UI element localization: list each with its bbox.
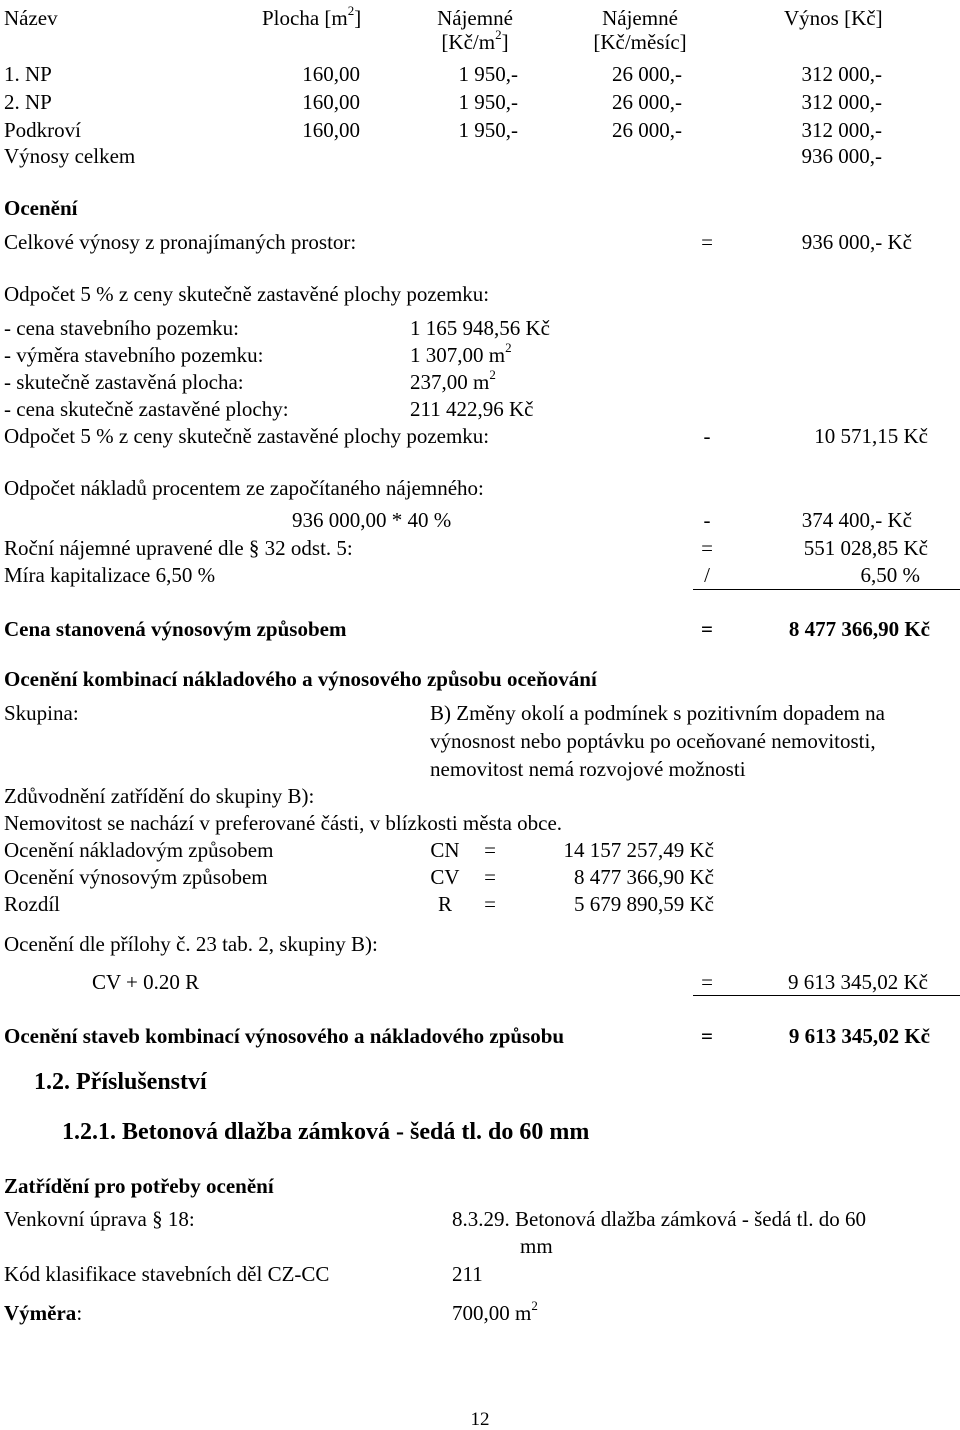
table-total-income: 936 000,-	[801, 144, 882, 168]
deduction-heading: Odpočet 5 % z ceny skutečně zastavěné plochy pozemku:	[4, 282, 490, 306]
cost-heading: Odpočet nákladů procentem ze započítaného nájemného:	[4, 476, 484, 500]
table-row-rent-month: 26 000,-	[612, 62, 682, 86]
method-row-op: =	[484, 892, 496, 916]
table-row-rent-m2: 1 950,-	[458, 118, 518, 142]
deduction-label: Odpočet 5 % z ceny skutečně zastavěné plochy pozemku:	[4, 424, 490, 448]
method-row-code: CN	[430, 838, 460, 862]
table-row-name: Podkroví	[4, 118, 82, 142]
col-header-name: Název	[4, 6, 58, 30]
method-row-op: =	[484, 865, 496, 889]
deduction-item-value: 211 422,96 Kč	[410, 397, 534, 421]
cost-op: -	[703, 508, 711, 532]
cap-rate-op: /	[704, 563, 710, 587]
method-row-value: 5 679 890,59 Kč	[574, 892, 714, 916]
adjusted-rent-op: =	[701, 536, 713, 560]
table-row-area: 160,00	[302, 90, 360, 114]
group-line: nemovitost nemá rozvojové možnosti	[430, 757, 746, 781]
col-header-income: Výnos [Kč]	[784, 6, 883, 30]
deduction-item-value: 1 165 948,56 Kč	[410, 316, 550, 340]
col-header-rent-month: Nájemné [Kč/měsíc]	[593, 6, 687, 54]
method-row-label: Ocenění nákladovým způsobem	[4, 838, 274, 862]
table-row-rent-month: 26 000,-	[612, 90, 682, 114]
method-row-op: =	[484, 838, 496, 862]
table-row-income: 312 000,-	[801, 118, 882, 142]
final-valuation-value: 9 613 345,02 Kč	[788, 1024, 930, 1048]
method-row-label: Rozdíl	[4, 892, 60, 916]
method-row-value: 8 477 366,90 Kč	[574, 865, 714, 889]
col-header-area: Plocha $[m^2]$	[262, 3, 362, 30]
page-number: 12	[470, 1409, 490, 1430]
cap-rate-value: 6,50 %	[860, 563, 920, 587]
table-row-rent-month: 26 000,-	[612, 118, 682, 142]
group-line: B) Změny okolí a podmínek s pozitivním dopadem na	[430, 701, 885, 725]
appendix-label: Ocenění dle přílohy č. 23 tab. 2, skupiny B):	[4, 932, 378, 956]
income-price-op: =	[701, 617, 713, 641]
final-valuation-op: =	[701, 1024, 713, 1048]
group-label: Skupina:	[4, 701, 79, 725]
income-price-value: 8 477 366,90 Kč	[788, 617, 930, 641]
table-row-area: 160,00	[302, 118, 360, 142]
outdoor-value-cont: mm	[520, 1234, 553, 1258]
final-valuation-label: Ocenění staveb kombinací výnosového a nákladového způsobu	[4, 1024, 565, 1048]
table-row-rent-m2: 1 950,-	[458, 62, 518, 86]
outdoor-label: Venkovní úprava § 18:	[4, 1207, 195, 1231]
method-row-code: CV	[430, 865, 460, 889]
adjusted-rent-value: 551 028,85 Kč	[803, 536, 928, 560]
deduction-item-value: 1 307,00 $m^2$	[410, 340, 512, 367]
deduction-value: 10 571,15 Kč	[814, 424, 928, 448]
section-heading: 1.2. Příslušenství	[34, 1069, 207, 1095]
method-row-label: Ocenění výnosovým způsobem	[4, 865, 268, 889]
table-total-label: Výnosy celkem	[4, 144, 136, 168]
reason-text: Nemovitost se nachází v preferované části, v blízkosti města obce.	[4, 811, 563, 835]
combined-formula-op: =	[701, 970, 713, 994]
combined-formula-value: 9 613 345,02 Kč	[788, 970, 928, 994]
table-row-income: 312 000,-	[801, 62, 882, 86]
total-income-value: 936 000,- Kč	[801, 230, 912, 254]
method-row-value: 14 157 257,49 Kč	[563, 838, 714, 862]
code-label: Kód klasifikace stavebních děl CZ-CC	[4, 1262, 330, 1286]
reason-label: Zdůvodnění zatřídění do skupiny B):	[4, 784, 315, 808]
deduction-op: -	[703, 424, 711, 448]
table-row-name: 1. NP	[4, 62, 52, 86]
outdoor-value: 8.3.29. Betonová dlažba zámková - šedá tl. do 60	[452, 1207, 867, 1231]
total-income-label: Celkové výnosy z pronajímaných prostor:	[4, 230, 357, 254]
area-label: Výměra:	[4, 1301, 83, 1325]
method-row-code: R	[437, 892, 452, 916]
cost-formula: 936 000,00 * 40 %	[292, 508, 452, 532]
divider-line	[693, 995, 960, 996]
combined-formula: CV + 0.20 R	[92, 970, 200, 994]
subsection-heading: 1.2.1. Betonová dlažba zámková - šedá tl. do 60 mm	[62, 1119, 590, 1145]
table-row-name: 2. NP	[4, 90, 52, 114]
valuation-title: Ocenění	[4, 196, 78, 220]
combined-title: Ocenění kombinací nákladového a výnosového způsobu oceňování	[4, 667, 597, 691]
table-row-rent-m2: 1 950,-	[458, 90, 518, 114]
deduction-item-value: 237,00 $m^2$	[410, 367, 496, 394]
area-value: 700,00 $m^2$	[452, 1298, 538, 1325]
cap-rate-label: Míra kapitalizace 6,50 %	[4, 563, 216, 587]
table-row-income: 312 000,-	[801, 90, 882, 114]
group-line: výnosnost nebo poptávku po oceňované nemovitosti,	[430, 729, 876, 753]
deduction-item-label: - skutečně zastavěná plocha:	[4, 370, 244, 394]
divider-line	[693, 589, 960, 590]
total-income-op: =	[701, 230, 713, 254]
col-header-rent-m2: Nájemné $[Kč/m^2]$	[437, 6, 513, 54]
adjusted-rent-label: Roční nájemné upravené dle § 32 odst. 5:	[4, 536, 353, 560]
income-price-label: Cena stanovená výnosovým způsobem	[4, 617, 347, 641]
deduction-item-label: - cena skutečně zastavěné plochy:	[4, 397, 289, 421]
cost-value: 374 400,- Kč	[801, 508, 912, 532]
deduction-item-label: - výměra stavebního pozemku:	[4, 343, 264, 367]
deduction-item-label: - cena stavebního pozemku:	[4, 316, 239, 340]
code-value: 211	[452, 1262, 483, 1286]
table-row-area: 160,00	[302, 62, 360, 86]
classification-title: Zatřídění pro potřeby ocenění	[4, 1174, 274, 1198]
